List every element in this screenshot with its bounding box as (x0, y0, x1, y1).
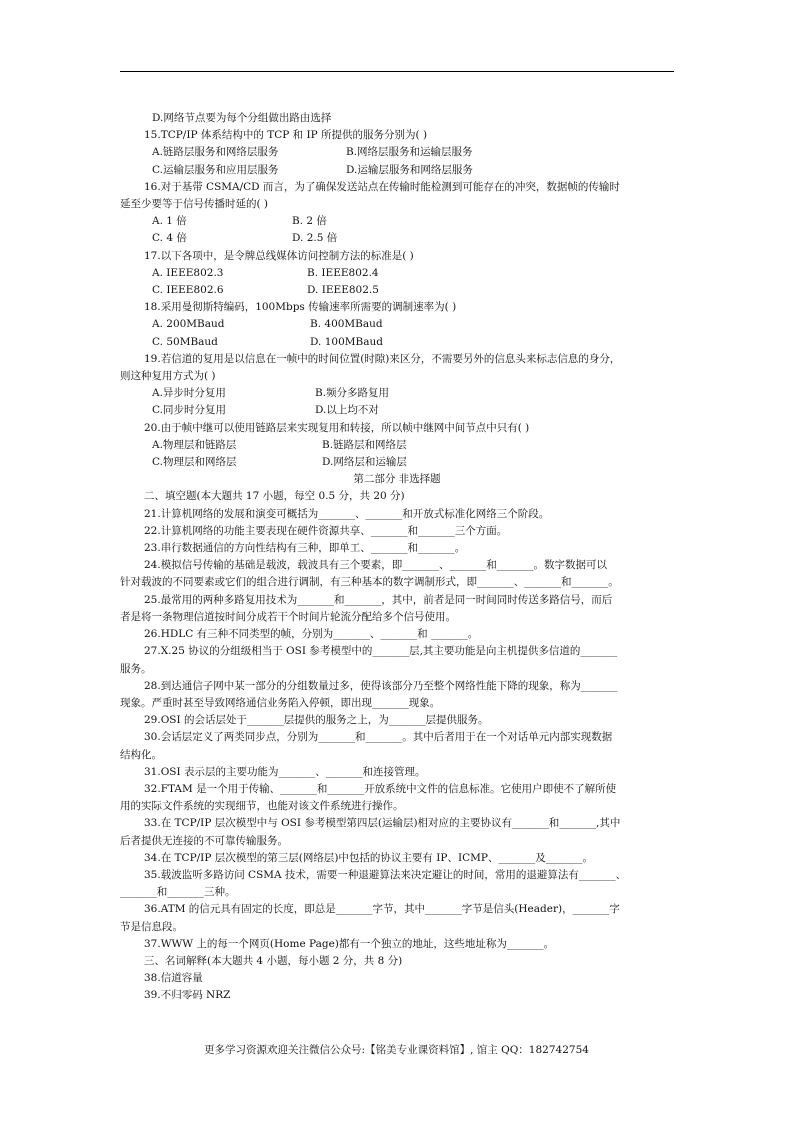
option-16a: A. 1 倍 (152, 215, 187, 228)
option-15c: C.运输层服务和应用层服务 (152, 163, 279, 176)
option-16d: D. 2.5 倍 (292, 232, 338, 245)
question-19-cont: 则这种复用方式为( ) (120, 370, 216, 383)
option-20c: C.物理层和网络层 (152, 456, 237, 469)
question-30: 30.会话层定义了两类同步点，分别为_______和_______。其中后者用于在一个对话单元内部实现数据 (144, 731, 613, 744)
options-19-row1 (120, 385, 674, 402)
option-18c: C. 50MBaud (152, 335, 218, 348)
header-rule (120, 71, 674, 72)
option-15b: B.网络层服务和运输层服务 (346, 146, 473, 159)
question-35: 35.载波监听多路访问 CSMA 技术，需要一种退避算法来决定避让的时间，常用的退避算法有_______、 (144, 868, 627, 881)
options-16-row1 (120, 213, 674, 230)
question-17: 17.以下各项中，是令牌总线媒体访问控制方法的标准是( ) (144, 249, 414, 262)
question-19: 19.若信道的复用是以信息在一帧中的时间位置(时隙)来区分，不需要另外的信息头来标志信息的身分， (144, 352, 621, 365)
question-34: 34.在 TCP/IP 层次模型的第三层(网络层)中包括的协议主要有 IP、ICMP、_______及_______。 (144, 851, 593, 864)
question-24-cont: 针对载波的不同要素或它们的组合进行调制，有三种基本的数字调制形式，即_______、_______和_______。 (120, 576, 619, 589)
question-22: 22.计算机网络的功能主要表现在硬件资源共享、_______和_______三个方面。 (144, 524, 508, 537)
question-29: 29.OSI 的会话层处于_______层提供的服务之上，为_______层提供服务。 (144, 714, 489, 727)
option-18b: B. 400MBaud (310, 318, 383, 331)
question-31: 31.OSI 表示层的主要功能为_______、_______和连接管理。 (144, 765, 426, 778)
question-16-cont: 延至少要等于信号传播时延的( ) (120, 198, 269, 211)
question-26: 26.HDLC 有三种不同类型的帧，分别为_______、_______和 _______。 (144, 628, 479, 641)
section-terms-heading: 三、名词解释(本大题共 4 小题，每小题 2 分，共 8 分) (144, 954, 403, 967)
options-20-row2 (120, 454, 674, 471)
options-15-row2 (120, 162, 674, 179)
question-20: 20.由于帧中继可以使用链路层来实现复用和转接，所以帧中继网中间节点中只有( ) (144, 421, 530, 434)
question-33-cont: 后者提供无连接的不可靠传输服务。 (120, 834, 288, 847)
option-18a: A. 200MBaud (152, 318, 225, 331)
option-20b: B.链路层和网络层 (322, 438, 407, 451)
option-19b: B.频分多路复用 (315, 387, 390, 400)
part-two-heading: 第二部分 非选择题 (353, 473, 441, 486)
option-15d: D.运输层服务和网络层服务 (346, 163, 473, 176)
footer-note: 更多学习资源欢迎关注微信公众号:【铭美专业课资料馆】, 馆主 QQ：182742754 (204, 1044, 589, 1056)
option-17d: D. IEEE802.5 (307, 284, 379, 297)
question-25: 25.最常用的两种多路复用技术为_______和_______，其中，前者是同一时间同时传送多路信号，而后 (144, 593, 613, 606)
question-16: 16.对于基带 CSMA/CD 而言，为了确保发送站点在传输时能检测到可能存在的冲突，数据帧的传输时 (144, 180, 620, 193)
option-18d: D. 100MBaud (310, 335, 383, 348)
question-39: 39.不归零码 NRZ (144, 989, 231, 1002)
question-36: 36.ATM 的信元具有固定的长度，即总是_______字节，其中_______字节是信头(Header)，_______字 (144, 903, 620, 916)
question-32: 32.FTAM 是一个用于传输、_______和_______开放系统中文件的信息标准。它使用户即使不了解所使 (144, 782, 617, 795)
options-17-row2 (120, 282, 674, 299)
option-19a: A.异步时分复用 (152, 387, 226, 400)
options-16-row2 (120, 230, 674, 247)
question-15: 15.TCP/IP 体系结构中的 TCP 和 IP 所提供的服务分别为( ) (144, 129, 428, 142)
question-37: 37.WWW 上的每一个网页(Home Page)都有一个独立的地址，这些地址称为_______。 (144, 937, 555, 950)
options-18-row1 (120, 316, 674, 333)
options-19-row2 (120, 402, 674, 419)
question-23: 23.串行数据通信的方向性结构有三种，即单工、_______和_______。 (144, 542, 466, 555)
options-17-row1 (120, 265, 674, 282)
option-17a: A. IEEE802.3 (152, 266, 224, 279)
question-24: 24.模拟信号传输的基础是载波，载波具有三个要素，即_______、_______和_______。数字数据可以 (144, 559, 607, 572)
options-15-row1 (120, 144, 674, 161)
question-21: 21.计算机网络的发展和演变可概括为_______、_______和开放式标准化网络三个阶段。 (144, 507, 550, 520)
section-fill-in-heading: 二、填空题(本大题共 17 小题，每空 0.5 分，共 20 分) (144, 490, 405, 503)
question-33: 33.在 TCP/IP 层次模型中与 OSI 参考模型第四层(运输层)相对应的主要协议有_______和_______,其中 (144, 817, 621, 830)
option-14d: D.网络节点要为每个分组做出路由选择 (152, 112, 332, 124)
question-35-cont: _______和_______三种。 (120, 886, 236, 899)
question-32-cont: 用的实际文件系统的实现细节，也能对该文件系统进行操作。 (120, 800, 404, 813)
option-19c: C.同步时分复用 (152, 404, 226, 417)
option-20d: D.网络层和运输层 (322, 456, 407, 469)
option-20a: A.物理层和链路层 (152, 438, 237, 451)
question-18: 18.采用曼彻斯特编码，100Mbps 传输速率所需要的调制速率为( ) (144, 301, 457, 314)
option-15a: A.链路层服务和网络层服务 (152, 146, 279, 159)
question-30-cont: 结构化。 (120, 748, 162, 761)
question-28: 28.到达通信子网中某一部分的分组数量过多，使得该部分乃至整个网络性能下降的现象，称为_______ (144, 679, 618, 692)
option-16b: B. 2 倍 (292, 215, 327, 228)
option-16c: C. 4 倍 (152, 232, 187, 245)
option-17b: B. IEEE802.4 (307, 266, 379, 279)
question-28-cont: 现象。严重时甚至导致网络通信业务陷入停顿，即出现_______现象。 (120, 696, 441, 709)
options-20-row1 (120, 437, 674, 454)
option-19d: D.以上均不对 (315, 404, 379, 417)
question-27: 27.X.25 协议的分组级相当于 OSI 参考模型中的_______层,其主要功能是向主机提供多信道的_______ (144, 645, 618, 658)
question-38: 38.信道容量 (144, 972, 203, 985)
question-36-cont: 节是信息段。 (120, 920, 183, 933)
exam-page-body (120, 110, 674, 1005)
option-17c: C. IEEE802.6 (152, 284, 224, 297)
question-27-cont: 服务。 (120, 662, 152, 675)
question-25-cont: 者是将一条物理信道按时间分成若干个时间片轮流分配给多个信号使用。 (120, 610, 456, 623)
options-18-row2 (120, 334, 674, 351)
